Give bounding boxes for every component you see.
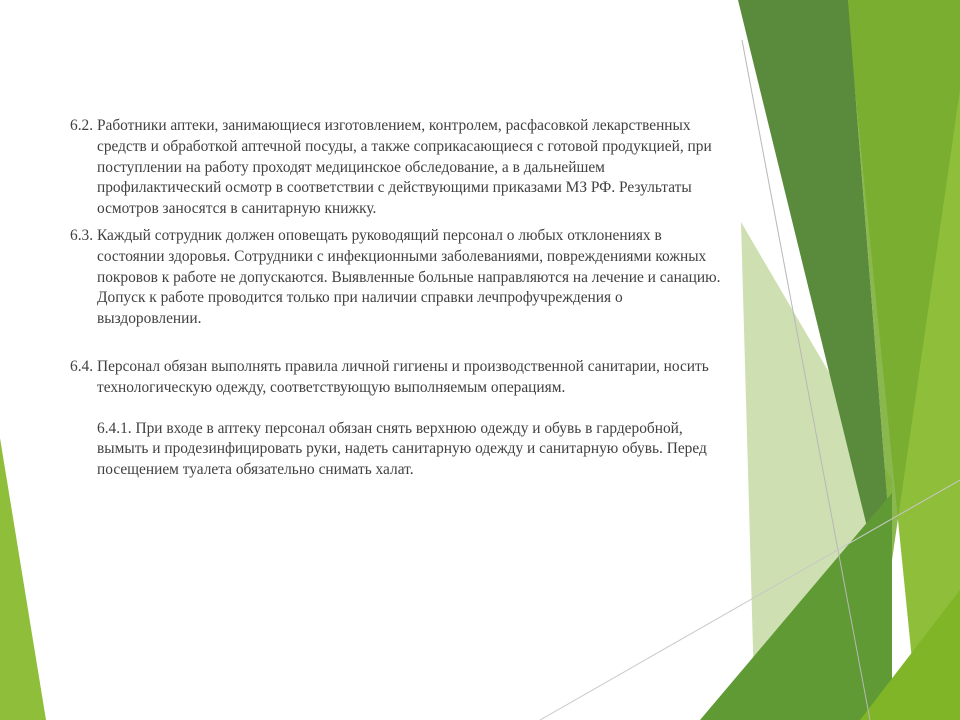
paragraph-number: 6.3.: [70, 226, 94, 244]
paragraph-number: 6.4.1.: [97, 419, 132, 437]
slide-body-text: [70, 116, 730, 481]
paragraph-6-3: [70, 226, 730, 330]
paragraph-number: 6.2.: [70, 117, 94, 134]
paragraph-text: Каждый сотрудник должен оповещать руководящий персонал о любых отклонениях в состоянии здоровья. Сотрудники с инфекционными заболеваниями, повреждениями кожных покровов к работе не допускаются. Выявленные больные направляются на лечение и санацию. Допуск к работе проводится только при наличии справки лечпрофучреждения о выздоровлении.: [96, 226, 721, 328]
paragraph-6-4: [70, 357, 730, 399]
paragraph-6-2: [70, 116, 730, 220]
paragraph-6-4-1: [70, 419, 730, 481]
left-green-wedge: [0, 438, 46, 720]
paragraph-text: Персонал обязан выполнять правила личной гигиены и производственной санитарии, носить технологическую одежду, соответствующую выполняемым операциям.: [96, 357, 709, 396]
paragraph-text: Работники аптеки, занимающиеся изготовлением, контролем, расфасовкой лекарственных средств и обработкой аптечной посуды, а также соприкасающиеся с готовой продукцией, при поступлении на работу проходят медицинское обследование, а в дальнейшем профилактический осмотр в соответствии с действующими приказами МЗ РФ. Результаты осмотров заносятся в санитарную книжку.: [96, 117, 712, 218]
paragraph-text: При входе в аптеку персонал обязан снять верхнюю одежду и обувь в гардеробной, вымыть и продезинфицировать руки, надеть санитарную одежду и санитарную обувь. Перед посещением туалета обязательно снимать халат.: [97, 419, 707, 479]
paragraph-number: 6.4.: [70, 357, 94, 375]
